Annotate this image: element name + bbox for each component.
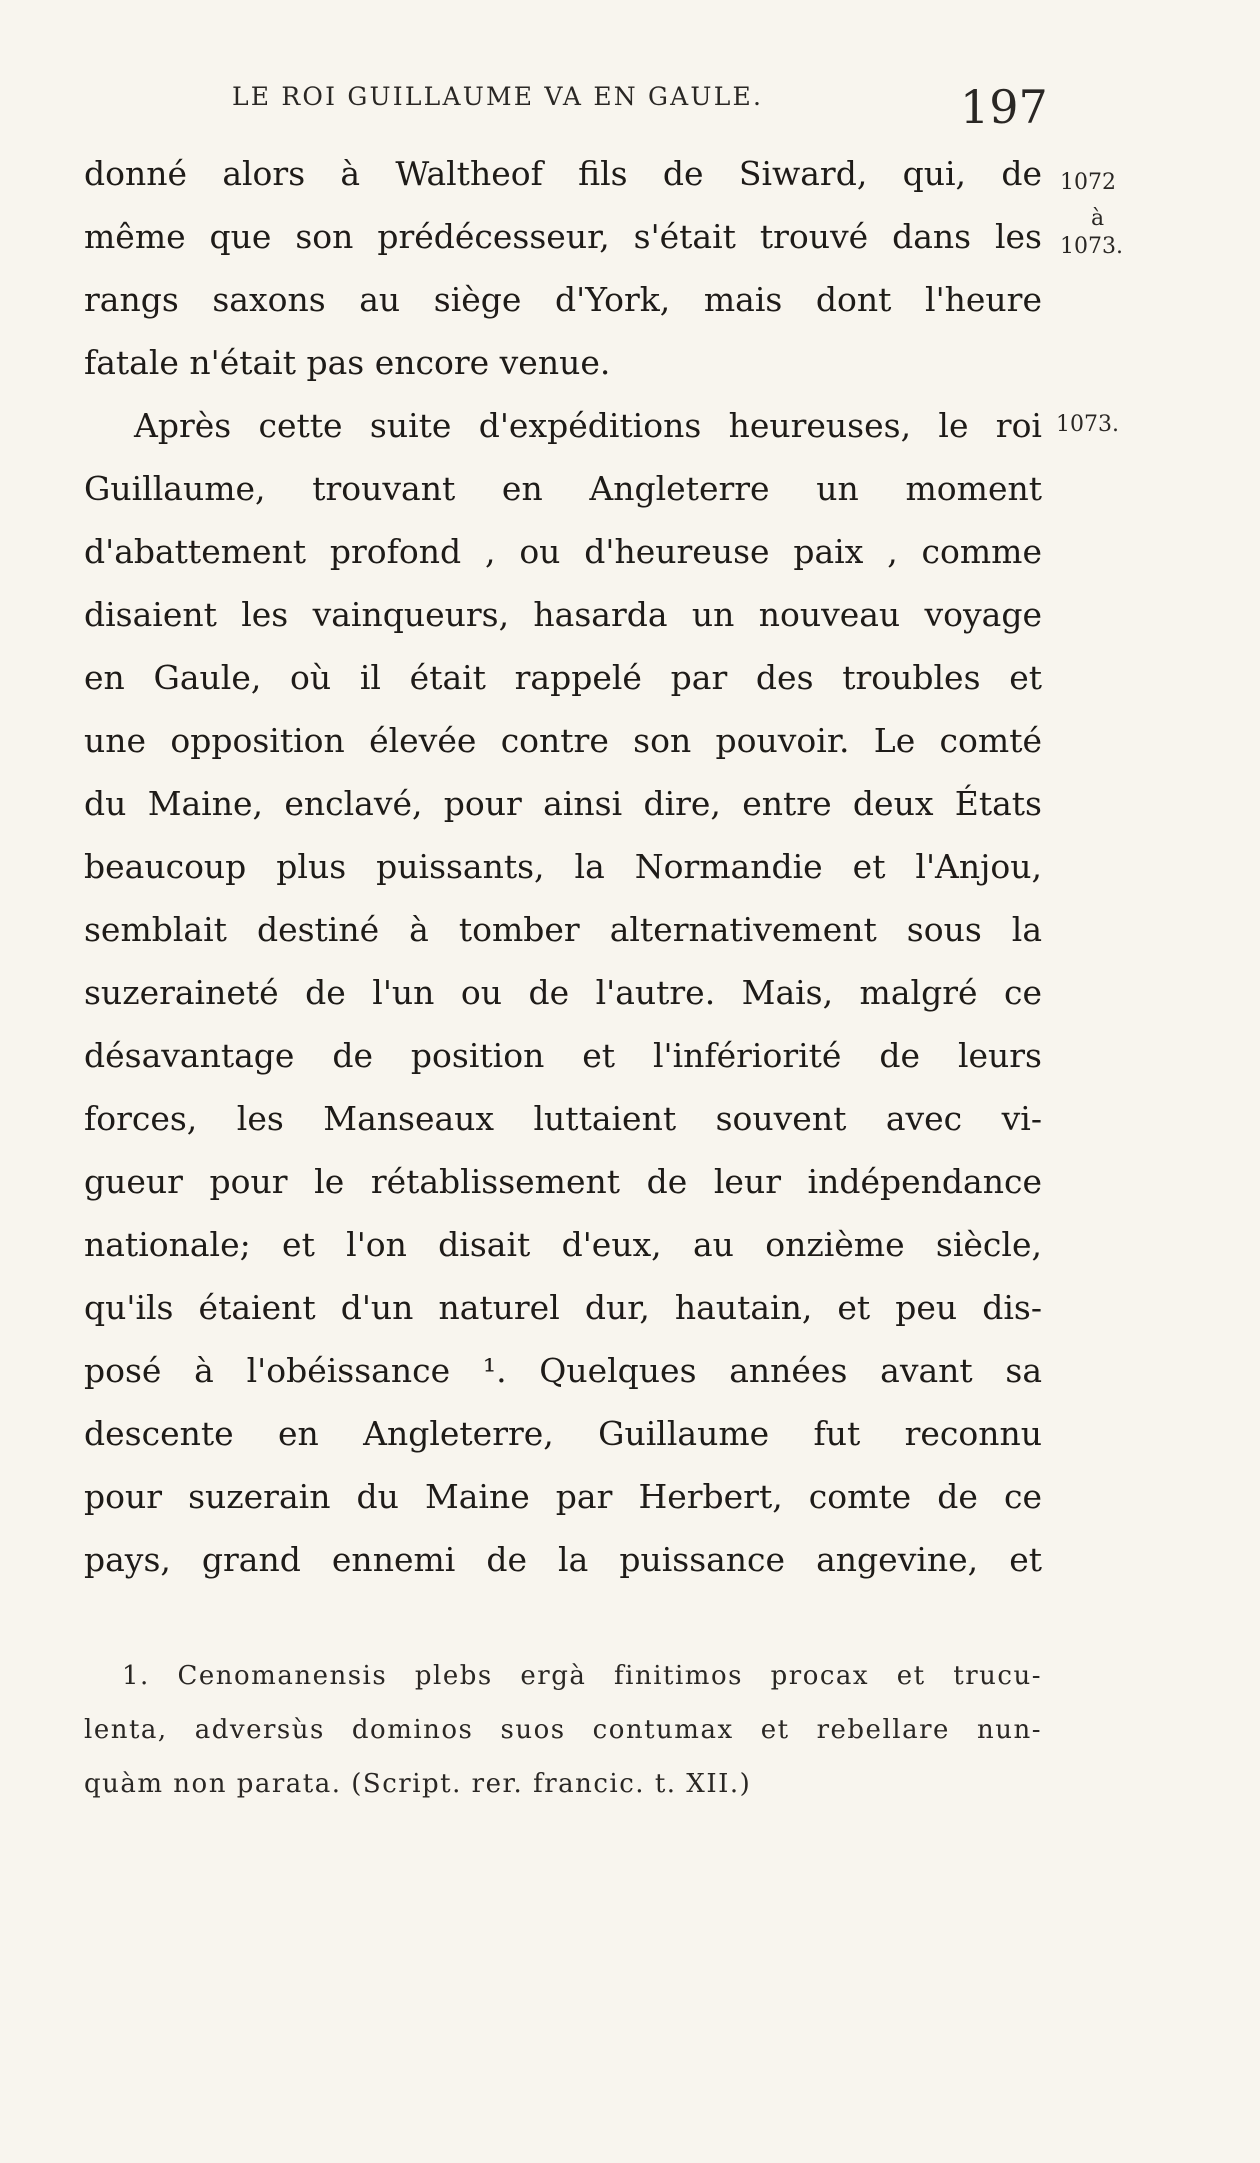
body-line: nationale; et l'on disait d'eux, au onzième siècle, <box>84 1225 1042 1264</box>
body-line: gueur pour le rétablissement de leur indépendance <box>84 1162 1042 1201</box>
footnote-line: 1. Cenomanensis plebs ergà finitimos procax et trucu- <box>122 1661 1042 1691</box>
page-number: 197 <box>960 80 1048 134</box>
margin-date-a: à <box>1091 206 1105 231</box>
body-line: forces, les Manseaux luttaient souvent avec vi- <box>84 1099 1042 1138</box>
body-line: descente en Angleterre, Guillaume fut reconnu <box>84 1414 1042 1453</box>
body-line: disaient les vainqueurs, hasarda un nouveau voyage <box>84 595 1042 634</box>
body-line: donné alors à Waltheof fils de Siward, qui, de <box>84 154 1042 193</box>
body-line: posé à l'obéissance ¹. Quelques années avant sa <box>84 1351 1042 1390</box>
body-line: qu'ils étaient d'un naturel dur, hautain, et peu dis- <box>84 1288 1042 1327</box>
body-line: d'abattement profond , ou d'heureuse paix , comme <box>84 532 1042 571</box>
margin-date-1073: 1073. <box>1056 412 1119 437</box>
body-line: une opposition élevée contre son pouvoir. Le comté <box>84 721 1042 760</box>
body-line: suzeraineté de l'un ou de l'autre. Mais, malgré ce <box>84 973 1042 1012</box>
body-line: beaucoup plus puissants, la Normandie et l'Anjou, <box>84 847 1042 886</box>
margin-date-1073-range: 1073. <box>1060 234 1123 259</box>
running-title: LE ROI GUILLAUME VA EN GAULE. <box>232 82 764 111</box>
body-line: pays, grand ennemi de la puissance angevine, et <box>84 1540 1042 1579</box>
body-line: Après cette suite d'expéditions heureuses, le roi <box>134 406 1042 445</box>
body-line: Guillaume, trouvant en Angleterre un moment <box>84 469 1042 508</box>
body-line: pour suzerain du Maine par Herbert, comte de ce <box>84 1477 1042 1516</box>
body-line: même que son prédécesseur, s'était trouvé dans les <box>84 217 1042 256</box>
body-line: semblait destiné à tomber alternativement sous la <box>84 910 1042 949</box>
footnote-line: lenta, adversùs dominos suos contumax et rebellare nun- <box>84 1715 1042 1745</box>
body-line: désavantage de position et l'infériorité de leurs <box>84 1036 1042 1075</box>
margin-date-1072: 1072 <box>1060 170 1116 195</box>
body-line: fatale n'était pas encore venue. <box>84 343 611 382</box>
body-line: en Gaule, où il était rappelé par des troubles et <box>84 658 1042 697</box>
body-line: du Maine, enclavé, pour ainsi dire, entre deux États <box>84 784 1042 823</box>
body-line: rangs saxons au siège d'York, mais dont l'heure <box>84 280 1042 319</box>
footnote-line: quàm non parata. (Script. rer. francic. t. XII.) <box>84 1769 752 1799</box>
